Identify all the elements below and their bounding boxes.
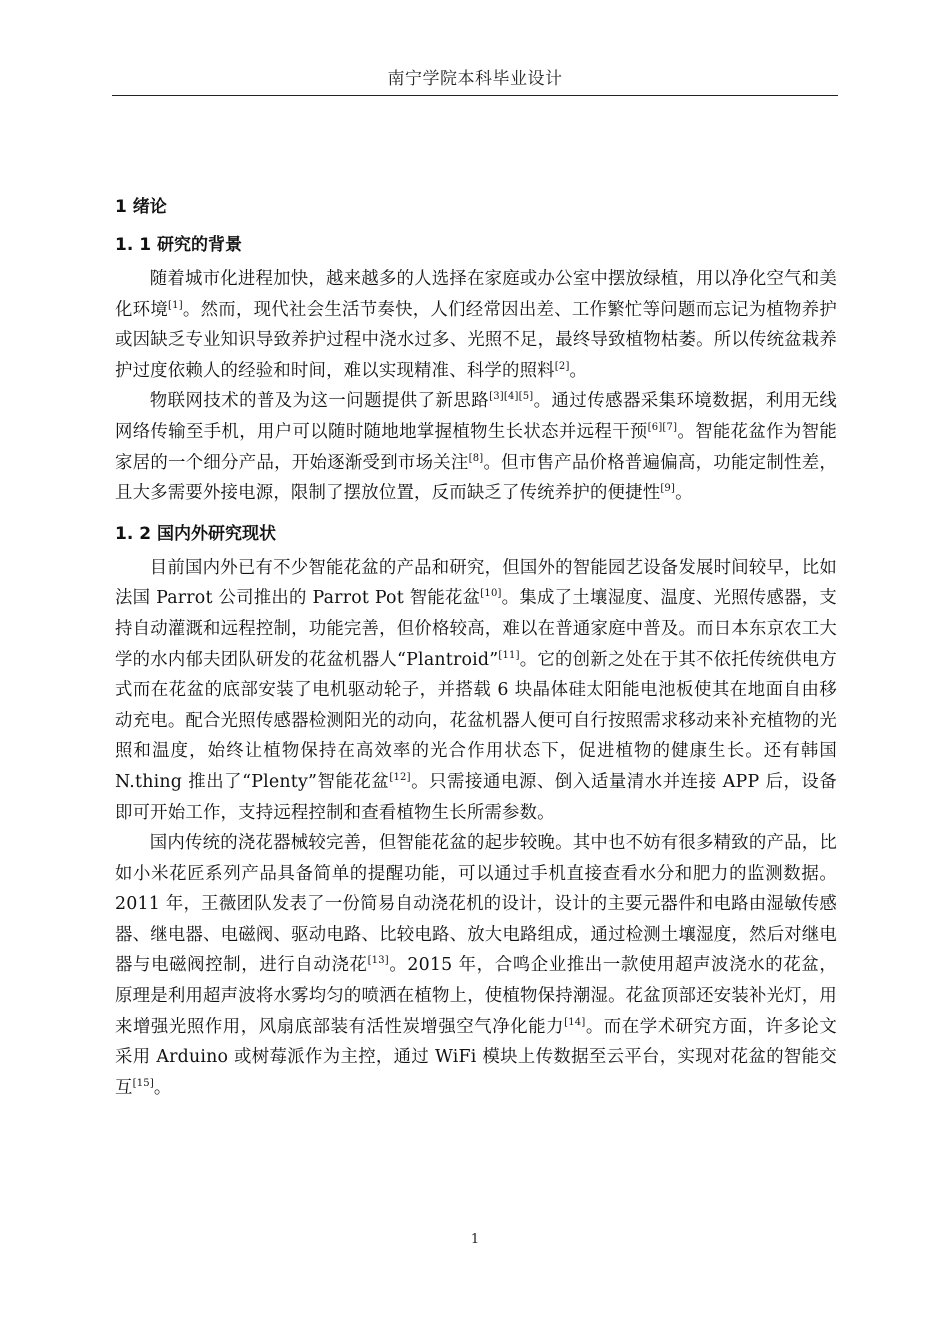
text-run: 。然而，现代社会生活节奏快，人们经常因出差、工作繁忙等问题而忘记为植物养护或因缺乏专业知识导致养护过程中浇水过多、光照不足，最终导致植物枯萎。所以传统盆栽养护过度依赖人的经验和时间，难以实现精准、科学的照料 [115,299,837,381]
citation-ref: [6][7] [647,422,678,434]
citation-ref: [14] [564,1016,586,1028]
paragraph [115,553,837,828]
paragraph [115,264,837,386]
text-run: 。 [675,483,693,504]
citation-ref: [2] [554,360,570,372]
paragraph [115,828,837,1103]
text-run: 目前国内外已有不少智能花盆的产品和研究，但国外的智能园艺设备发展时间较早，比如法国 Parrot 公司推出的 Parrot Pot 智能花盆 [115,557,837,609]
text-run: 。而在学术研究方面，许多论文采用 Arduino 或树莓派作为主控，通过 WiFi 模块上传数据至云平台，实现对花盆的智能交互 [115,1016,837,1098]
text-run: 。 [153,1077,172,1098]
citation-ref: [13] [367,955,389,967]
text-run: 。它的创新之处在于其不依托传统供电方式而在花盆的底部安装了电机驱动轮子，并搭载 6 块晶体硅太阳能电池板使其在地面自由移动充电。配合光照传感器检测阳光的动向，花盆机器人便可自行按照需求移动来补充植物的光照和温度，始终让植物保持在高效率的光合作用状态下，促进植物的健康生长。还有韩国 N.thing 推出了“Plenty”智能花盆 [115,649,837,792]
citation-ref: [8] [468,452,484,464]
citation-ref: [11] [498,649,520,661]
section-heading-1-1: 1. 1 研究的背景 [115,235,242,255]
text-run: 。2015 年，合鸣企业推出一款使用超声波浇水的花盆，原理是利用超声波将水雾均匀的喷洒在植物上，使植物保持潮湿。花盆顶部还安装补光灯，用来增强光照作用，风扇底部装有活性炭增强空气净化能力 [115,955,837,1037]
citation-ref: [1] [168,299,183,311]
text-run: 物联网技术的普及为这一问题提供了新思路 [149,391,490,412]
text-run: 。智能花盆作为智能家居的一个细分产品，开始逐渐受到市场关注 [115,421,837,473]
citation-ref: [9] [660,483,676,495]
section-heading-1-2: 1. 2 国内外研究现状 [115,523,276,544]
citation-ref: [12] [389,772,411,784]
text-run: 。集成了土壤湿度、温度、光照传感器，支持自动灌溉和远程控制，功能完善，但价格较高，难以在普通家庭中普及。而日本东京农工大学的水内郁夫团队研发的花盆机器人“Plantroid” [115,588,837,670]
text-run: 。通过传感器采集环境数据，利用无线网络传输至手机，用户可以随时随地地掌握植物生长状态并远程干预 [115,391,837,442]
text-run: 。但市售产品价格普遍偏高，功能定制性差，且大多需要外接电源，限制了摆放位置，反而缺乏了传统养护的便捷性 [115,452,837,504]
text-run: 。 [569,360,588,381]
body-content [115,188,837,1103]
text-run: 。只需接通电源、倒入适量清水并连接 APP 后，设备即可开始工作，支持远程控制和查看植物生长所需参数。 [115,771,837,823]
running-header: 南宁学院本科毕业设计 [387,69,563,89]
paragraph [115,386,837,508]
header-rule [112,95,838,96]
citation-ref: [3][4][5] [489,391,534,403]
citation-ref: [10] [480,588,502,600]
text-run: 随着城市化进程加快，越来越多的人选择在家庭或办公室中摆放绿植，用以净化空气和美化环境 [115,269,837,320]
citation-ref: [15] [132,1078,154,1090]
text-run: 国内传统的浇花器械较完善，但智能花盆的起步较晚。其中也不妨有很多精致的产品，比如小米花匠系列产品具备简单的提醒功能，可以通过手机直接查看水分和肥力的监测数据。2011 年，王薇团队发表了一份简易自动浇花机的设计，设计的主要元器件和电路由湿敏传感器、继电器、电磁阀、驱动电路、比较电路、放大电路组成，通过检测土壤湿度，然后对继电器与电磁阀控制，进行自动浇花 [115,833,837,976]
page-number: 1 [470,1232,480,1247]
chapter-heading: 1 绪论 [115,197,167,217]
